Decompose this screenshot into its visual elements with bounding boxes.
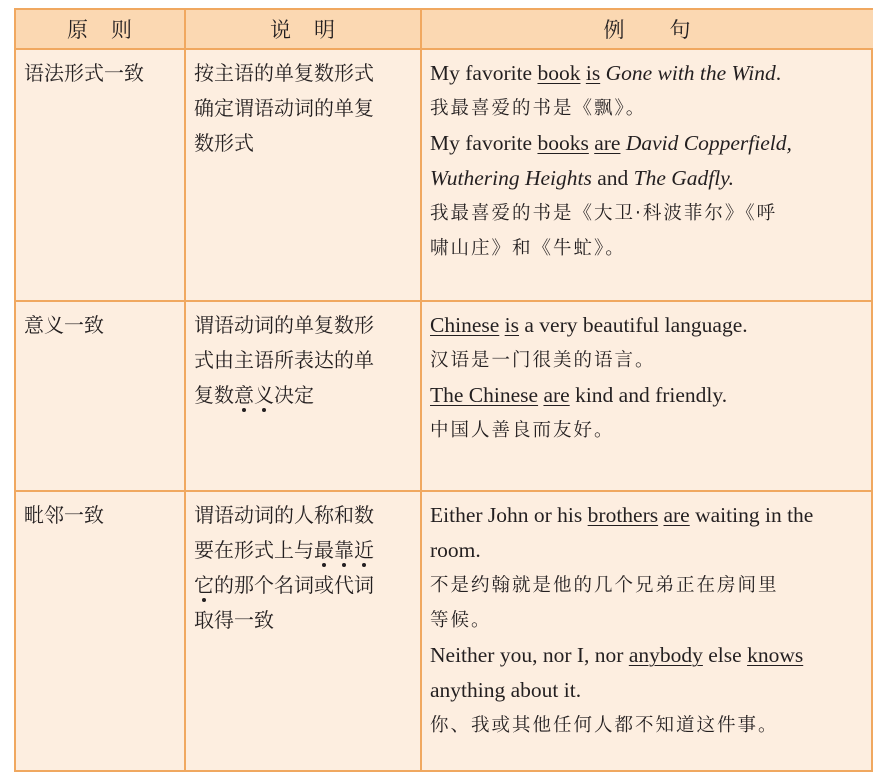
verb-word: are	[594, 131, 621, 155]
example-translation-cont: 啸山庄》和《牛虻》。	[430, 238, 626, 259]
emphasis-char: 近	[354, 538, 374, 562]
example-translation-cont: 等候。	[430, 610, 492, 631]
row1-principle: 语法形式一致	[24, 61, 144, 85]
row-divider	[16, 300, 871, 302]
book-title: David Copperfield,	[625, 131, 792, 155]
example-translation: 我最喜爱的书是《大卫·科波菲尔》《呼	[430, 203, 778, 224]
emphasis-char: 靠	[334, 538, 354, 562]
header-explanation: 说 明	[186, 10, 420, 50]
verb-word: are	[663, 503, 690, 527]
explanation-line: 式由主语所表达的单	[194, 348, 374, 372]
explanation-line: 确定谓语动词的单复	[194, 96, 374, 120]
explanation-line: 数形式	[194, 131, 254, 155]
emphasis-char: 意	[234, 383, 254, 407]
column-divider	[184, 10, 186, 770]
explanation-line: 复数意义决定	[194, 383, 314, 407]
emphasis-dotted	[194, 573, 214, 597]
example-sentence: Neither you, nor I, nor anybody else knows	[430, 643, 804, 667]
subject-word: anybody	[628, 643, 703, 667]
row3-explanation	[194, 498, 424, 638]
example-translation: 你、我或其他任何人都不知道这件事。	[430, 715, 779, 736]
example-sentence: My favorite book is Gone with the Wind.	[430, 61, 782, 85]
example-translation: 汉语是一门很美的语言。	[430, 350, 656, 371]
emphasis-char: 最	[314, 538, 334, 562]
example-sentence-cont: room.	[430, 538, 481, 562]
grammar-table	[14, 8, 873, 772]
subject-word: Chinese	[430, 313, 500, 337]
explanation-line: 要在形式上与最靠近	[194, 538, 374, 562]
book-title: Wuthering Heights	[430, 166, 592, 190]
example-translation: 中国人善良而友好。	[430, 420, 615, 441]
subject-word: The Chinese	[430, 383, 539, 407]
header-principle: 原 则	[16, 10, 184, 50]
verb-word: knows	[747, 643, 804, 667]
explanation-line: 谓语动词的单复数形	[194, 313, 374, 337]
subject-word: brothers	[587, 503, 659, 527]
example-sentence: The Chinese are kind and friendly.	[430, 383, 728, 407]
emphasis-char: 它	[194, 573, 214, 597]
emphasis-dotted	[234, 383, 274, 407]
example-sentence: Chinese is a very beautiful language.	[430, 313, 748, 337]
book-title: Gone with the Wind	[605, 61, 776, 85]
subject-word: books	[537, 131, 589, 155]
verb-word: is	[504, 313, 519, 337]
row1-explanation	[194, 56, 424, 161]
emphasis-dotted	[314, 538, 374, 562]
row3-principle: 毗邻一致	[24, 503, 104, 527]
example-sentence-cont: Wuthering Heights and The Gadfly.	[430, 166, 734, 190]
row1-examples	[430, 56, 870, 266]
example-sentence: My favorite books are David Copperfield,	[430, 131, 792, 155]
subject-word: book	[537, 61, 581, 85]
verb-word: are	[543, 383, 570, 407]
explanation-line: 谓语动词的人称和数	[194, 503, 374, 527]
example-translation: 不是约翰就是他的几个兄弟正在房间里	[430, 575, 779, 596]
example-sentence: Either John or his brothers are waiting in the	[430, 503, 814, 527]
row-divider	[16, 490, 871, 492]
emphasis-char: 义	[254, 383, 274, 407]
example-translation: 我最喜爱的书是《飘》。	[430, 98, 647, 119]
verb-word: is	[585, 61, 601, 85]
row3-examples	[430, 498, 870, 743]
row2-examples	[430, 308, 870, 448]
example-sentence-cont: anything about it.	[430, 678, 582, 702]
explanation-line: 按主语的单复数形式	[194, 61, 374, 85]
book-title: The Gadfly.	[633, 166, 734, 190]
explanation-line: 取得一致	[194, 608, 274, 632]
row2-principle: 意义一致	[24, 313, 104, 337]
row2-explanation	[194, 308, 424, 413]
header-example: 例 句	[422, 10, 873, 50]
explanation-line: 它的那个名词或代词	[194, 573, 374, 597]
